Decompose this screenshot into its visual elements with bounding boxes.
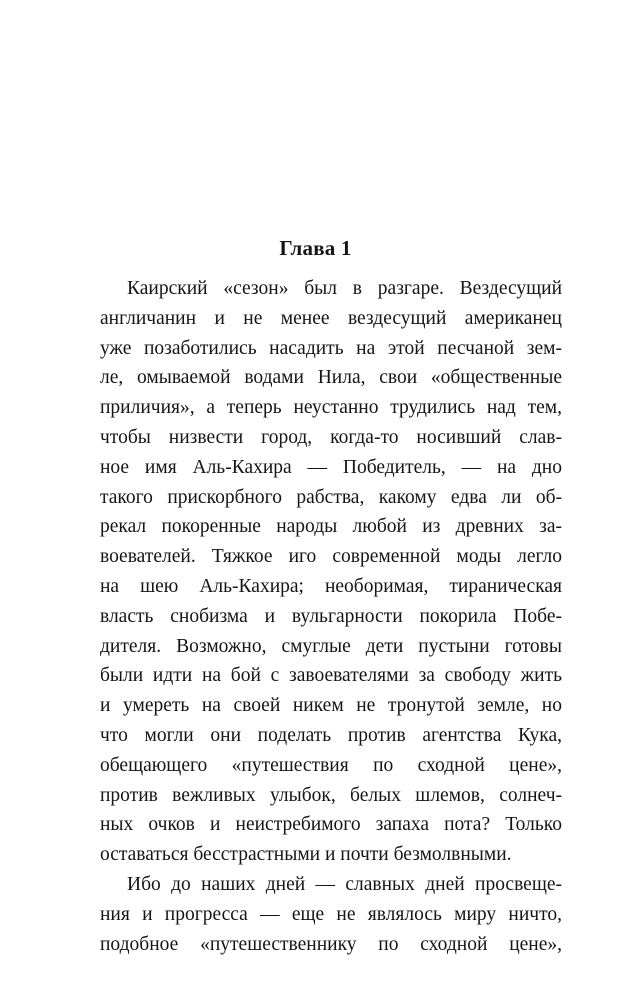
- text-line: оставаться бесстрастными и почти безмолвными.: [100, 844, 512, 866]
- text-line: воевателей. Тяжкое иго современной моды легло: [100, 546, 562, 568]
- text-line: и умереть на своей никем не тронутой земле, но: [100, 695, 562, 717]
- text-line: ных очков и неистребимого запаха пота? Только: [100, 814, 562, 836]
- paragraph-1: [100, 274, 562, 870]
- text-line: ное имя Аль-Кахира — Победитель, — на дно: [100, 456, 562, 478]
- text-line: против вежливых улыбок, белых шлемов, солнеч-: [100, 784, 562, 806]
- paragraph-2: [100, 870, 562, 959]
- text-line: Каирский «сезон» был в разгаре. Вездесущий: [127, 278, 562, 299]
- text-line: были идти на бой с завоевателями за свободу жить: [100, 665, 562, 687]
- body-text: [100, 274, 562, 959]
- text-line: уже позаботились насадить на этой песчаной зем-: [100, 337, 562, 359]
- text-line: такого прискорбного рабства, какому едва ли об-: [100, 486, 562, 508]
- text-line: обещающего «путешествия по сходной цене»,: [100, 754, 562, 776]
- text-line: ния и прогресса — еще не являлось миру ничто,: [100, 903, 562, 925]
- text-line: на шею Аль-Кахира; необоримая, тираническая: [100, 575, 562, 597]
- chapter-title: Глава 1: [279, 236, 352, 260]
- text-line: Ибо до наших дней — славных дней просвеще-: [127, 873, 562, 895]
- text-line: что могли они поделать против агентства Кука,: [100, 724, 562, 746]
- text-line: чтобы низвести город, когда-то носивший слав-: [100, 426, 562, 448]
- text-line: рекал покоренные народы любой из древних за-: [100, 516, 562, 538]
- text-line: дителя. Возможно, смуглые дети пустыни готовы: [100, 635, 562, 657]
- text-line: приличия», а теперь неустанно трудились над тем,: [100, 397, 562, 419]
- text-line: англичанин и не менее вездесущий американец: [100, 307, 562, 329]
- text-line: власть снобизма и вульгарности покорила Побе-: [100, 605, 562, 627]
- text-line: ле, омываемой водами Нила, свои «общественные: [100, 367, 562, 389]
- text-line: подобное «путешественнику по сходной цене»,: [100, 933, 562, 955]
